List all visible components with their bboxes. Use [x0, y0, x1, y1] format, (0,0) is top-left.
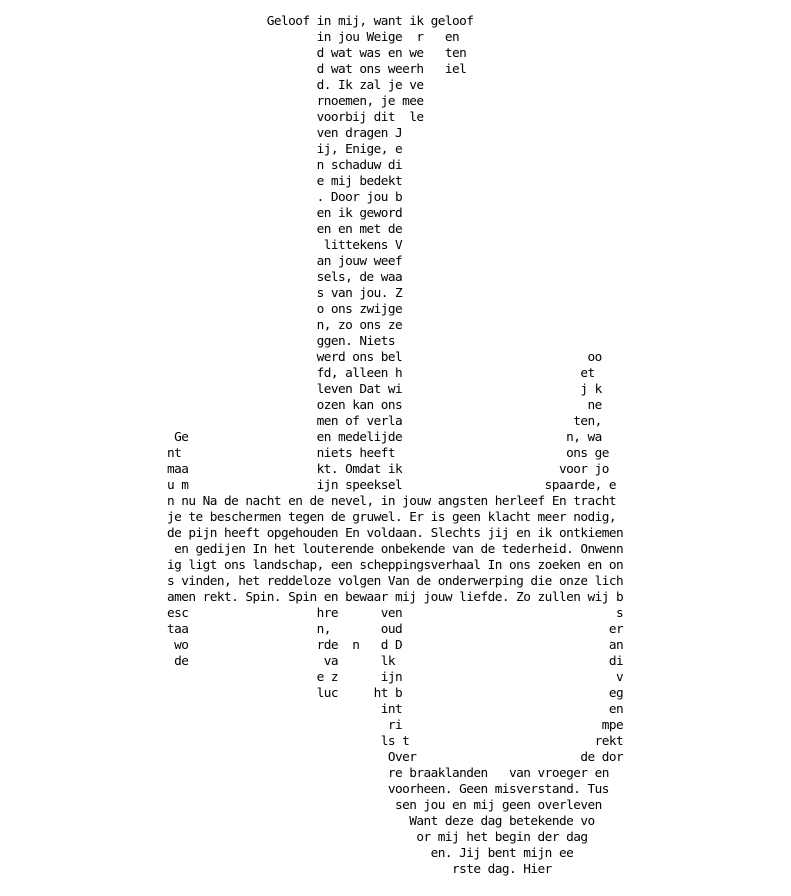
poem-line: ven dragen J: [167, 126, 403, 141]
poem-line: e z ijn v: [167, 670, 624, 685]
poem-line: de pijn heeft opgehouden En voldaan. Slechts jij en ik ontkiemen: [167, 526, 624, 541]
poem-line: ij, Enige, e: [167, 142, 403, 157]
poem-line: n nu Na de nacht en de nevel, in jouw angsten herleef En tracht: [167, 494, 616, 509]
poem-line: men of verla ten,: [167, 414, 602, 429]
poem-line: en en met de: [167, 222, 403, 237]
concrete-poem: [167, 14, 623, 878]
poem-line: ri mpe: [167, 718, 624, 733]
poem-line: or mij het begin der dag: [167, 830, 588, 845]
poem-line: . Door jou b: [167, 190, 403, 205]
poem-line: sen jou en mij geen overleven: [167, 798, 602, 813]
poem-line: taa n, oud er: [167, 622, 624, 637]
poem-line: nt niets heeft ons ge: [167, 446, 609, 461]
poem-line: ggen. Niets: [167, 334, 396, 349]
poem-line: Ge en medelijde n, wa: [167, 430, 602, 445]
poem-line: en ik geword: [167, 206, 403, 221]
poem-line: Over de dor: [167, 750, 624, 765]
poem-line: voorheen. Geen misverstand. Tus: [167, 782, 609, 797]
poem-line: o ons zwijge: [167, 302, 403, 317]
poem-line: in jou Weige r en: [167, 30, 460, 45]
poem-line: je te beschermen tegen de gruwel. Er is geen klacht meer nodig,: [167, 510, 616, 525]
poem-line: int en: [167, 702, 624, 717]
poem-line: littekens V: [167, 238, 403, 253]
poem-line: leven Dat wi j k: [167, 382, 602, 397]
poem-line: esc hre ven s: [167, 606, 624, 621]
poem-line: u m ijn speeksel spaarde, e: [167, 478, 616, 493]
poem-line: Geloof in mij, want ik geloof: [167, 14, 474, 29]
poem-line: s vinden, het reddeloze volgen Van de onderwerping die onze lich: [167, 574, 624, 589]
poem-line: e mij bedekt: [167, 174, 403, 189]
poem-line: d wat was en we ten: [167, 46, 467, 61]
poem-line: re braaklanden van vroeger en: [167, 766, 609, 781]
poem-line: maa kt. Omdat ik voor jo: [167, 462, 609, 477]
poem-line: ls t rekt: [167, 734, 624, 749]
poem-line: werd ons bel oo: [167, 350, 602, 365]
poem-line: d. Ik zal je ve: [167, 78, 424, 93]
poem-line: ozen kan ons ne: [167, 398, 602, 413]
poem-line: fd, alleen h et: [167, 366, 595, 381]
poem-line: en gedijen In het louterende onbekende van de tederheid. Onwenn: [167, 542, 624, 557]
poem-line: rste dag. Hier: [167, 862, 552, 877]
poem-line: n, zo ons ze: [167, 318, 403, 333]
poem-line: amen rekt. Spin. Spin en bewaar mij jouw liefde. Zo zullen wij b: [167, 590, 624, 605]
poem-line: voorbij dit le: [167, 110, 424, 125]
poem-line: s van jou. Z: [167, 286, 403, 301]
poem-line: n schaduw di: [167, 158, 403, 173]
poem-line: luc ht b eg: [167, 686, 624, 701]
poem-line: en. Jij bent mijn ee: [167, 846, 574, 861]
poem-line: Want deze dag betekende vo: [167, 814, 595, 829]
poem-line: ig ligt ons landschap, een scheppingsverhaal In ons zoeken en on: [167, 558, 624, 573]
poem-line: d wat ons weerh iel: [167, 62, 467, 77]
poem-line: an jouw weef: [167, 254, 403, 269]
poem-line: sels, de waa: [167, 270, 403, 285]
poem-line: wo rde n d D an: [167, 638, 624, 653]
poem-line: de va lk di: [167, 654, 624, 669]
poem-line: rnoemen, je mee: [167, 94, 424, 109]
